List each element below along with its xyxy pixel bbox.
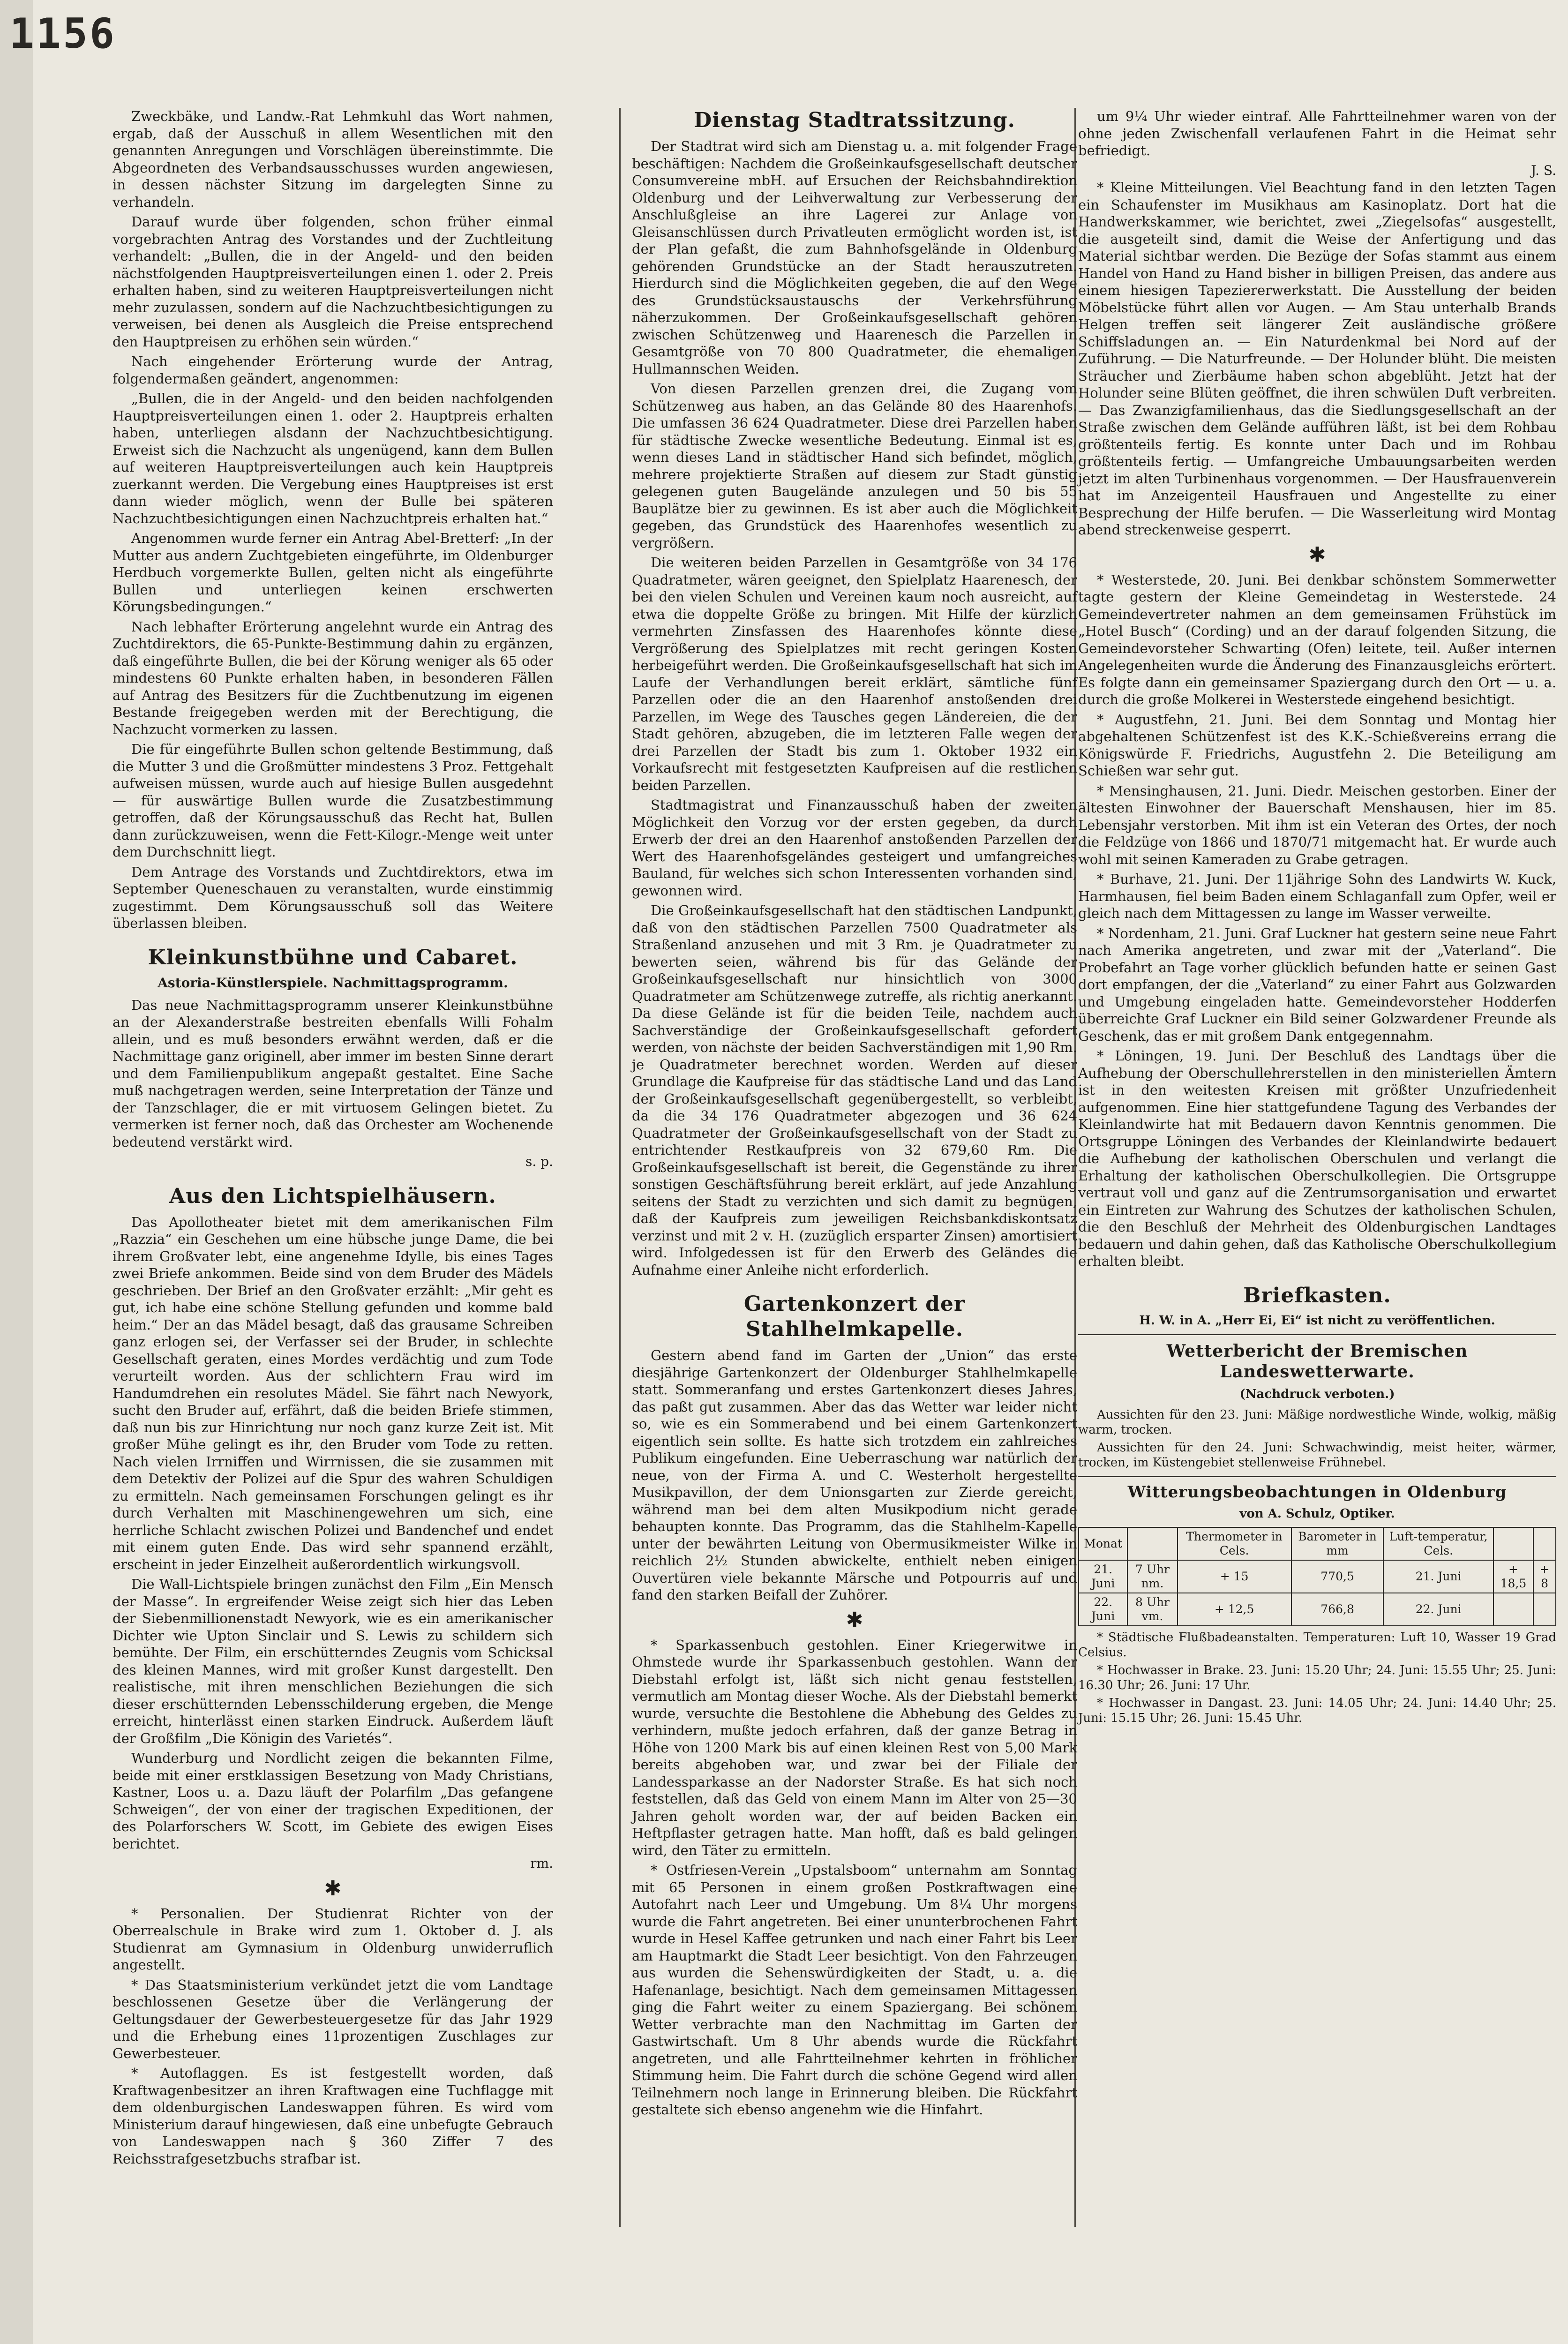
news-item: * Personalien. Der Studienrat Richter von der Oberrealschule in Brake wird zum 1. Oktober d. J. als Studienrat am Gymnasium in Oldenburg unwiderruflich angestellt. xyxy=(113,1905,553,1973)
cabaret-headline: Kleinkunstbühne und Cabaret. xyxy=(148,945,518,969)
tide-item: * Hochwasser in Brake. 23. Juni: 15.20 Uhr; 24. Juni: 15.55 Uhr; 25. Juni: 16.30 Uhr; 26. Juni: 17 Uhr. xyxy=(1078,1663,1556,1692)
paragraph: Dem Antrage des Vorstands und Zuchtdirektors, etwa im September Queneschauen zu veranstalten, wurde einstimmig zugestimmt. Dem Körungsausschuß soll das Weitere überlassen bleiben. xyxy=(113,864,553,931)
table-header xyxy=(1493,1527,1533,1560)
column-divider xyxy=(619,108,621,2227)
briefkasten-text: H. W. in A. „Herr Ei, Ei“ ist nicht zu veröffentlichen. xyxy=(1139,1313,1495,1328)
table-cell: + 8 xyxy=(1533,1560,1556,1593)
paragraph: „Bullen, die in der Angeld- und den beiden nachfolgenden Hauptpreisverteilungen einen 1. oder 2. Hauptpreis erhalten haben, unterliegen alsdann der Nachzuchtbesichtigung. Erweist sich die Nachzucht als ungenügend, kann dem Bullen auf weiteren Hauptpreisverteilungen auch kein Hauptpreis zuerkannt werden. Die Vergebung eines Hauptpreises ist erst dann wieder möglich, wenn der Bulle bei späteren Nachzuchtbesichtigungen einen Nachzuchtpreis erhalten hat.“ xyxy=(113,391,553,526)
news-item: * Westerstede, 20. Juni. Bei denkbar schönstem Sommerwetter tagte gestern der Kleine Gemeindetag in Westerstede. 24 Gemeindevertreter nahmen an dem gemeinsamen Frühstück im „Hotel Busch“ (Cording) und an der darauf folgenden Sitzung, die Gemeindevorsteher Schwarting (Ofen) leitete, teil. Außer internen Angelegenheiten wurde die Änderung des Finanzausgleichs erörtert. Es folgte dann ein gemeinsamer Spaziergang durch den Ort — u. a. durch die große Molkerei in Westerstede eingehend besichtigt. xyxy=(1078,571,1556,707)
paragraph: Das neue Nachmittagsprogramm unserer Kleinkunstbühne an der Alexanderstraße bestreiten ebenfalls Willi Fohalm allein, und es muß besonders erwähnt werden, daß er die Nachmittage ganz originell, aber immer im besten Sinne derart und dem Familienpublikum angepaßt gestaltet. Eine Sache muß nachgetragen werden, seine Interpretation der Tänze und der Tanzschlager, die er mit virtuosem Gelingen bietet. Zu vermerken ist ferner noch, daß das Orchester am Wochenende bedeutend verstärkt wird. xyxy=(113,997,553,1150)
weather-forecast: Aussichten für den 24. Juni: Schwachwindig, meist heiter, wärmer, trocken, im Küstengebiet stellenweise Frühnebel. xyxy=(1078,1440,1556,1470)
table-cell: + 18,5 xyxy=(1493,1560,1533,1593)
table-cell xyxy=(1533,1593,1556,1626)
paragraph: Von diesen Parzellen grenzen drei, die Zugang vom Schützenweg aus haben, an das Gelände 80 des Haarenhofs. Die umfassen 36 624 Quadratmeter. Diese drei Parzellen haben für städtische Zwecke wesentliche Bedeutung. Einmal ist es, wenn dieses Land in städtischer Hand sich befindet, möglich, mehrere projektierte Straßen auf diesem zur Stadt günstig gelegenen guten Baugelände anzulegen und 50 bis 55 Bauplätze bier zu gewinnen. Es ist aber auch die Möglichkeit gegeben, das Grundstück des Haarenhofes wesentlich zu vergrößern. xyxy=(632,381,1077,551)
table-cell: + 12,5 xyxy=(1178,1593,1291,1626)
table-cell: 8 Uhr vm. xyxy=(1127,1593,1177,1626)
table-header: Monat xyxy=(1079,1527,1127,1560)
paragraph: Stadtmagistrat und Finanzausschuß haben der zweiten Möglichkeit den Vorzug vor der ersten gegeben, da durch Erwerb der drei an den Haarenhof anstoßenden Parzellen der Wert des Haarenhofsgeländes gesteigert und umfangreiches Bauland, für welches sich schon Interessenten vorhanden sind, gewonnen wird. xyxy=(632,797,1077,899)
table-cell xyxy=(1493,1593,1533,1626)
observations-headline: Witterungsbeobachtungen in Oldenburg xyxy=(1127,1482,1507,1502)
news-item: * Kleine Mitteilungen. Viel Beachtung fand in den letzten Tagen ein Schaufenster im Musikhaus am Kasinoplatz. Dort hat die Handwerkskammer, wie berichtet, zwei „Ziegelsofas“ ausgestellt, die ausgeteilt sind, damit die Weise der Anfertigung und das Material sichtbar werden. Die Bezüge der Sofas stammt aus einem Handel von Hand zu Hand bisher in billigen Preisen, das andere aus einem hiesigen Tapeziererwerkstatt. Die Ausstellung der beiden Möbelstücke führt allen vor Augen. — Am Stau unterhalb Brands Helgen treffen seit längerer Zeit ausländische größere Schiffsladungen an. — Ein Naturdenkmal bei Nord auf der Zuführung. — Die Naturfreunde. — Der Holunder blüht. Die meisten Sträucher und Zierbäume haben schon abgeblüht. Jetzt hat der Holunder seine Blüten geöffnet, die ihren schwülen Duft verbreiten. — Das Zwanzigfamilienhaus, das die Siedlungsgesellschaft an der Straße zwischen dem Gelände aufführen läßt, ist bei dem Rohbau größtenteils fertig. Es konnte unter Dach und im Rohbau größtenteils fertig. — Umfangreiche Umbauungsarbeiten werden jetzt im alten Turbinenhaus vorgenommen. — Der Hausfrauenverein hat im Anzeigenteil Hausfrauen und Angestellte zu einer Besprechung der Hilfe berufen. — Die Wasserleitung wird Montag abend streckenweise gesperrt. xyxy=(1078,180,1556,538)
section-divider-asterisk: ✱ xyxy=(324,1876,342,1901)
news-item: * Städtische Flußbadeanstalten. Temperaturen: Luft 10, Wasser 19 Grad Celsius. xyxy=(1078,1630,1556,1660)
table-row xyxy=(1079,1593,1556,1626)
observations-table xyxy=(1078,1527,1556,1626)
table-cell: 21. Juni xyxy=(1383,1560,1493,1593)
author-signature: J. S. xyxy=(1531,162,1556,178)
table-header xyxy=(1533,1527,1556,1560)
tide-item: * Hochwasser in Dangast. 23. Juni: 14.05 Uhr; 24. Juni: 14.40 Uhr; 25. Juni: 15.15 Uhr; 26. Juni: 15.45 Uhr. xyxy=(1078,1696,1556,1725)
paragraph: Die weiteren beiden Parzellen in Gesamtgröße von 34 176 Quadratmeter, wären geeignet, den Spielplatz Haarenesch, der bei den vielen Schulen und Vereinen kaum noch ausreicht, auf etwa die doppelte Größe zu bringen. Mit Hilfe der kürzlich vermehrten Zinsfassen des Haarenhofes könnte diese Vergrößerung des Spielplatzes mit recht geringen Kosten herbeigeführt werden. Die Großeinkaufsgesellschaft hat sich im Laufe der Verhandlungen bereit erklärt, sämtliche fünf Parzellen oder die an den Haarenhof anstoßenden drei Parzellen, im Wege des Tausches gegen Ländereien, die der Stadt gehören, abzugeben, die im letzteren Falle wegen der drei Parzellen der Stadt bis zum 1. Oktober 1932 ein Vorkaufsrecht mit festgesetzten Kaufpreisen auf die restlichen beiden Parzellen. xyxy=(632,555,1077,793)
weather-headline: Wetterbericht der Bremischen Landeswetterwarte. xyxy=(1166,1341,1468,1382)
cabaret-subheadline: Astoria-Künstlerspiele. Nachmittagsprogramm. xyxy=(158,975,508,991)
paragraph: Die Großeinkaufsgesellschaft hat den städtischen Landpunkt, daß von den städtischen Parzellen 7500 Quadratmeter als Straßenland anzusehen und mit 3 Rm. je Quadratmeter zu bewerten seien, während bis für das Gelände der Großeinkaufsgesellschaft nur hinsichtlich von 3000 Quadratmeter am Schützenwege zutreffe, als richtig anerkannt. Da diese Gelände ist für die beiden Teile, nachdem auch Sachverständige der Großeinkaufsgesellschaft gefordert werden, von nächste der beiden Sachverständigen mit 1,90 Rm. je Quadratmeter berechnet worden. Werden auf dieser Grundlage die Kaufpreise für das städtische Land und das Land der Großeinkaufsgesellschaft gegenübergestellt, so verbleibt, da die 34 176 Quadratmeter abgezogen und 36 624 Quadratmeter der Großeinkaufsgesellschaft von der Stadt zu entrichtender Restkaufpreis von 32 679,60 Rm. Die Großeinkaufsgesellschaft ist bereit, die Gegenstände zu ihrer sonstigen Geschäftsführung bereit erklärt, auf jede Anzahlung seitens der Stadt zu verzichten und sich damit zu begnügen, daß der Kaufpreis zum jeweiligen Reichsbankdiskontsatz verzinst und mit 2 v. H. (zuzüglich ersparter Zinsen) amortisiert wird. Infolgedessen ist für den Erwerb des Geländes die Aufnahme einer Anleihe nicht erforderlich. xyxy=(632,902,1077,1278)
table-header: Barometer in mm xyxy=(1291,1527,1384,1560)
paragraph: Gestern abend fand im Garten der „Union“ das erste diesjährige Gartenkonzert der Oldenburger Stahlhelmkapelle statt. Sommeranfang und erstes Gartenkonzert dieses Jahres, das paßt gut zusammen. Aber das das Wetter war leider nicht so, wie es ein Sommerabend und bei einem Gartenkonzert eigentlich sein sollte. Es hatte sich trotzdem ein zahlreiches Publikum eingefunden. Eine Ueberraschung war natürlich der neue, von der Firma A. und C. Westerholt hergestellte Musikpavillon, der dem Unionsgarten zur Zierde gereicht, während man bei dem alten Musikpodium nicht gerade behaupten konnte. Das Programm, das die Stahlhelm-Kapelle unter der bewährten Leitung von Obermusikmeister Wilke in reichlich 2½ Stunden abwickelte, enthielt neben einigen Ouvertüren viele bekannte Märsche und Potpourris auf und fand den starken Beifall der Zuhörer. xyxy=(632,1347,1077,1603)
weather-subheadline: (Nachdruck verboten.) xyxy=(1239,1387,1395,1401)
divider xyxy=(1078,1334,1556,1335)
paragraph: Die Wall-Lichtspiele bringen zunächst den Film „Ein Mensch der Masse“. In ergreifender Weise zeigt sich hier das Leben der Siebenmillionenstadt Newyork, wie es ein amerikanischer Dichter wie Upton Sinclair und S. Lewis zu schildern sich bemühte. Der Film, ein erschütterndes Zeugnis vom Schicksal des kleinen Mannes, wird mit großer Kunst dargestellt. Den realistische, mit ihren menschlichen Beziehungen die sich dieser erschütternden Lebensschilderung ergeben, die Menge erreicht, hinterlässt einen starken Eindruck. Außerdem läuft der Großfilm „Die Königin des Varietés“. xyxy=(113,1576,553,1746)
page-number: 1156 xyxy=(9,9,116,58)
paragraph: Zweckbäke, und Landw.-Rat Lehmkuhl das Wort nahmen, ergab, daß der Ausschuß in allem Wesentlichen mit den genannten Anregungen und Vorschlägen übereinstimmte. Die Abgeordneten des Verbandsausschusses wurden angewiesen, in dessen nächster Sitzung im dargelegten Sinne zu verhandeln. xyxy=(113,108,553,210)
column-3 xyxy=(1078,108,1556,2227)
table-cell: 22. Juni xyxy=(1079,1593,1127,1626)
news-item: * Sparkassenbuch gestohlen. Einer Kriegerwitwe in Ohmstede wurde ihr Sparkassenbuch gestohlen. Wann der Diebstahl erfolgt ist, läßt sich nicht genau feststellen, vermutlich am Montag dieser Woche. Als der Diebstahl bemerkt wurde, versuchte die Bestohlene die Abhebung des Geldes zu verhindern, mußte jedoch erfahren, daß der ganze Betrag in Höhe von 1200 Mark bis auf einen kleinen Rest von 5,00 Mark bereits abgehoben war, und zwar bei der Filiale der Landessparkasse an der Nadorster Straße. Es hat sich noch feststellen, daß das Geld von einem Mann im Alter von 25—30 Jahren geholt worden war, der auf beiden Backen ein Heftpflaster getragen hatte. Man hofft, daß es bald gelingen wird, den Täter zu ermitteln. xyxy=(632,1637,1077,1858)
briefkasten-headline: Briefkasten. xyxy=(1243,1283,1391,1307)
section-divider-asterisk: ✱ xyxy=(846,1608,863,1632)
divider xyxy=(1078,1476,1556,1477)
author-signature: rm. xyxy=(530,1856,553,1871)
news-item: * Löningen, 19. Juni. Der Beschluß des Landtags über die Aufhebung der Oberschullehrerstellen in den ministeriellen Ämtern ist in den weitesten Kreisen mit größter Unzufriedenheit aufgenommen. Eine hier stattgefundene Tagung des Verbandes der Kleinlandwirte hat mit Bedauern davon Kenntnis genommen. Die Ortsgruppe Löningen des Verbandes der Kleinlandwirte bedauert die Aufhebung der katholischen Oberschulen und verlangt die Erhaltung der katholischen Oberschulkollegien. Die Ortsgruppe vertraut voll und ganz auf die Zentrumsorganisation und erwartet ein Eintreten zur Wahrung des Schutzes der katholischen Schulen, die den Beschluß der Mehrheit des Oldenburgischen Landtages bedauern und dahin gehen, daß das Katholische Oberschulkollegium erhalten bleibt. xyxy=(1078,1048,1556,1269)
paragraph: Nach eingehender Erörterung wurde der Antrag, folgendermaßen geändert, angenommen: xyxy=(113,353,553,387)
paragraph: Nach lebhafter Erörterung angelehnt wurde ein Antrag des Zuchtdirektors, die 65-Punkte-Bestimmung dahin zu ergänzen, daß eingeführte Bullen, die bei der Körung weniger als 65 oder mindestens 60 Punkte erhalten haben, in besonderen Fällen auf Antrag des Besitzers für die Zuchtbenutzung im eigenen Bestande freigegeben werden mit der Berechtigung, die Nachzucht vormerken zu lassen. xyxy=(113,618,553,737)
author-signature: s. p. xyxy=(525,1154,553,1169)
table-cell: + 15 xyxy=(1178,1560,1291,1593)
table-header: Luft-temperatur, Cels. xyxy=(1383,1527,1493,1560)
film-headline: Aus den Lichtspielhäusern. xyxy=(169,1184,496,1208)
table-cell: 22. Juni xyxy=(1383,1593,1493,1626)
table-cell: 21. Juni xyxy=(1079,1560,1127,1593)
paragraph: Wunderburg und Nordlicht zeigen die bekannten Filme, beide mit einer erstklassigen Besetzung von Mady Christians, Kastner, Loos u. a. Dazu läuft der Polarfilm „Das gefangene Schweigen“, der von einer der tragischen Expeditionen, der des Polarforschers W. Scott, im Gebiete des ewigen Eises berichtet. xyxy=(113,1750,553,1852)
section-divider-asterisk: ✱ xyxy=(1308,542,1326,567)
column-1 xyxy=(113,108,553,2167)
table-header: Thermometer in Cels. xyxy=(1178,1527,1291,1560)
news-item: * Nordenham, 21. Juni. Graf Luckner hat gestern seine neue Fahrt nach Amerika angetreten, und zwar mit der „Vaterland“. Die Probefahrt an Tage vorher glücklich befunden hatte er seinen Gast dort empfangen, der die „Vaterland“ zu einer Fahrt aus Golzwarden und Umgebung eingeladen hatte. Gemeindevorsteher Hodderfen überreichte Graf Luckner ein Bild seiner Golzwardener Freunde als Geschenk, das er mit großem Dank entgegennahm. xyxy=(1078,925,1556,1044)
paragraph: um 9¼ Uhr wieder eintraf. Alle Fahrtteilnehmer waren von der ohne jeden Zwischenfall verlaufenen Fahrt in die Heimat sehr befriedigt. xyxy=(1078,108,1556,158)
concert-headline: Gartenkonzert der Stahlhelmkapelle. xyxy=(743,1292,966,1341)
paragraph: Darauf wurde über folgenden, schon früher einmal vorgebrachten Antrag des Vorstandes und der Zuchtleitung verhandelt: „Bullen, die in der Angeld- und den beiden nächstfolgenden Hauptpreisverteilungen einen 1. oder 2. Preis erhalten haben, sind zu weiteren Hauptpreisverteilungen nicht mehr zuzulassen, sondern auf die Nachzuchtbesichtigungen zu verweisen, bei denen als Ausgleich die Preise entsprechend den Hauptpreisen zu erhöhen sein würden.“ xyxy=(113,214,553,350)
table-cell: 766,8 xyxy=(1291,1593,1384,1626)
column-2 xyxy=(632,108,1077,2264)
table-header xyxy=(1127,1527,1177,1560)
table-cell: 7 Uhr nm. xyxy=(1127,1560,1177,1593)
news-item: * Das Staatsministerium verkündet jetzt die vom Landtage beschlossenen Gesetze über die Verlängerung der Geltungsdauer der Gewerbesteuergesetze für das Jahr 1929 und die Erhebung eines 11prozentigen Zuschlages zur Gewerbesteuer. xyxy=(113,1976,553,2061)
weather-forecast: Aussichten für den 23. Juni: Mäßige nordwestliche Winde, wolkig, mäßig warm, trocken. xyxy=(1078,1407,1556,1437)
council-headline: Dienstag Stadtratssitzung. xyxy=(694,108,1015,132)
news-item: * Mensinghausen, 21. Juni. Diedr. Meischen gestorben. Einer der ältesten Einwohner der Bauerschaft Menshausen, hier im 85. Lebensjahr verstorben. Mit ihm ist ein Veteran des Ortes, der noch die Feldzüge von 1866 und 1870/71 mitgemacht hat. Er wurde auch wohl mit seinen Kameraden zu Grabe getragen. xyxy=(1078,782,1556,867)
news-item: * Augustfehn, 21. Juni. Bei dem Sonntag und Montag hier abgehaltenen Schützenfest ist des K.K.-Schießvereins errang die Königswürde F. Friedrichs, Augustfehn 2. Die Beteiligung am Schießen war sehr gut. xyxy=(1078,711,1556,779)
observations-subheadline: von A. Schulz, Optiker. xyxy=(1239,1506,1395,1521)
news-item: * Burhave, 21. Juni. Der 11jährige Sohn des Landwirts W. Kuck, Harmhausen, fiel beim Baden einem Schlaganfall zum Opfer, weil er gleich nach dem Mittagessen zu lange im Wasser verweilte. xyxy=(1078,871,1556,921)
table-row xyxy=(1079,1560,1556,1593)
paragraph: Angenommen wurde ferner ein Antrag Abel-Bretterf: „In der Mutter aus andern Zuchtgebieten eingeführte, im Oldenburger Herdbuch vorgemerkte Bullen, gelten nicht als eingeführte Bullen und unterliegen keinen erschwerten Körungsbedingungen.“ xyxy=(113,530,553,615)
paragraph: Das Apollotheater bietet mit dem amerikanischen Film „Razzia“ ein Geschehen um eine hübsche junge Dame, die bei ihrem Großvater lebt, eine angenehme Idylle, bis eines Tages zwei Briefe ankommen. Beide sind von dem Bruder des Mädels geschrieben. Der Brief an den Großvater erzählt: „Mir geht es gut, ich habe eine schöne Stellung gefunden und komme bald heim.“ Der an das Mädel besagt, daß das grausame Schreiben ganz erlogen sei, der Verfasser sei der Bruder, in schlechte Gesellschaft geraten, eines Mordes verdächtig und zum Tode verurteilt worden. Aus der schlichtern Frau wird im Handumdrehen ein resolutes Mädel. Sie fährt nach Newyork, sucht den Bruder auf, erfährt, daß die beiden Briefe stimmen, daß nun bis zur Hinrichtung nur noch ganz kurze Zeit ist. Mit großer Mühe gelingt es ihr, den Bruder vom Tode zu retten. Nach vielen Irrniffen und Wirrnissen, die sie zusammen mit dem Detektiv der Polizei auf die Spur des wahren Schuldigen zu ermitteln. Nach gemeinsamen Forschungen gelingt es ihr durch Verhalten mit Maschinengewehren um sich, eine herrliche Schlacht zwischen Polizei und Bandenchef und endet mit einem guten Ende. Das wird sehr spannend erzählt, erscheint in jeder Einzelheit außerordentlich wirkungsvoll. xyxy=(113,1214,553,1572)
paragraph: Die für eingeführte Bullen schon geltende Bestimmung, daß die Mutter 3 und die Großmütter mindestens 3 Proz. Fettgehalt aufweisen müssen, wurde auch auf hiesige Bullen ausgedehnt — für auswärtige Bullen wurde die Zusatzbestimmung getroffen, daß der Körungsausschuß das Recht hat, Bullen dann zurückzuweisen, wenn die Fett-Kilogr.-Menge weit unter dem Durchschnitt liegt. xyxy=(113,741,553,860)
table-cell: 770,5 xyxy=(1291,1560,1384,1593)
paragraph: Der Stadtrat wird sich am Dienstag u. a. mit folgender Frage beschäftigen: Nachdem die Großeinkaufsgesellschaft deutscher Consumvereine mbH. auf Ersuchen der Reichsbahndirektion Oldenburg und der Leihverwaltung zur Verbesserung der Anschlußgleise an ihre Lagerei zur Anlage von Gleisanschlüssen durch Privatleuten ermöglicht worden ist, ist der Plan gefaßt, die zum Bahnhofsgelände in Oldenburg gehörenden Grundstücke an der Stadt herauszutreten. Hierdurch sind die Möglichkeiten gegeben, die auf den Wege des Grundstücksaustauschs der Verkehrsführung näherzukommen. Der Großeinkaufsgesellschaft gehören zwischen Schützenweg und Haarenesch die Parzellen in Gesamtgröße von 70 800 Quadratmeter, die ehemaligen Hullmannschen Weiden. xyxy=(632,138,1077,377)
table-header-row xyxy=(1079,1527,1556,1560)
page-margin xyxy=(0,0,33,2344)
news-item: * Autoflaggen. Es ist festgestellt worden, daß Kraftwagenbesitzer an ihren Kraftwagen eine Tuchflagge mit dem oldenburgischen Landeswappen führen. Es wird vom Ministerium darauf hingewiesen, daß eine unbefugte Gebrauch von Landeswappen nach § 360 Ziffer 7 des Reichsstrafgesetzbuchs strafbar ist. xyxy=(113,2065,553,2167)
news-item: * Ostfriesen-Verein „Upstalsboom“ unternahm am Sonntag mit 65 Personen in einem großen Postkraftwagen eine Autofahrt nach Leer und Umgebung. Um 8¼ Uhr morgens wurde die Fahrt angetreten. Bei einer ununterbrochenen Fahrt wurde in Hesel Kaffee getrunken und nach einer Fahrt bis Leer am Hauptmarkt die Stadt Leer besichtigt. Von den Fahrzeugen aus wurden die Sehenswürdigkeiten der Stadt, u. a. die Hafenanlage, besichtigt. Nach dem gemeinsamen Mittagessen ging die Fahrt weiter zu einem Spaziergang. Bei schönem Wetter verbrachte man den Nachmittag im Garten der Gastwirtschaft. Um 8 Uhr abends wurde die Rückfahrt angetreten, und alle Fahrtteilnehmer kehrten in fröhlicher Stimmung heim. Die Fahrt durch die schöne Gegend wird allen Teilnehmern noch lange in Erinnerung bleiben. Die Rückfahrt gestaltete sich ebenso angenehm wie die Hinfahrt. xyxy=(632,1862,1077,2118)
